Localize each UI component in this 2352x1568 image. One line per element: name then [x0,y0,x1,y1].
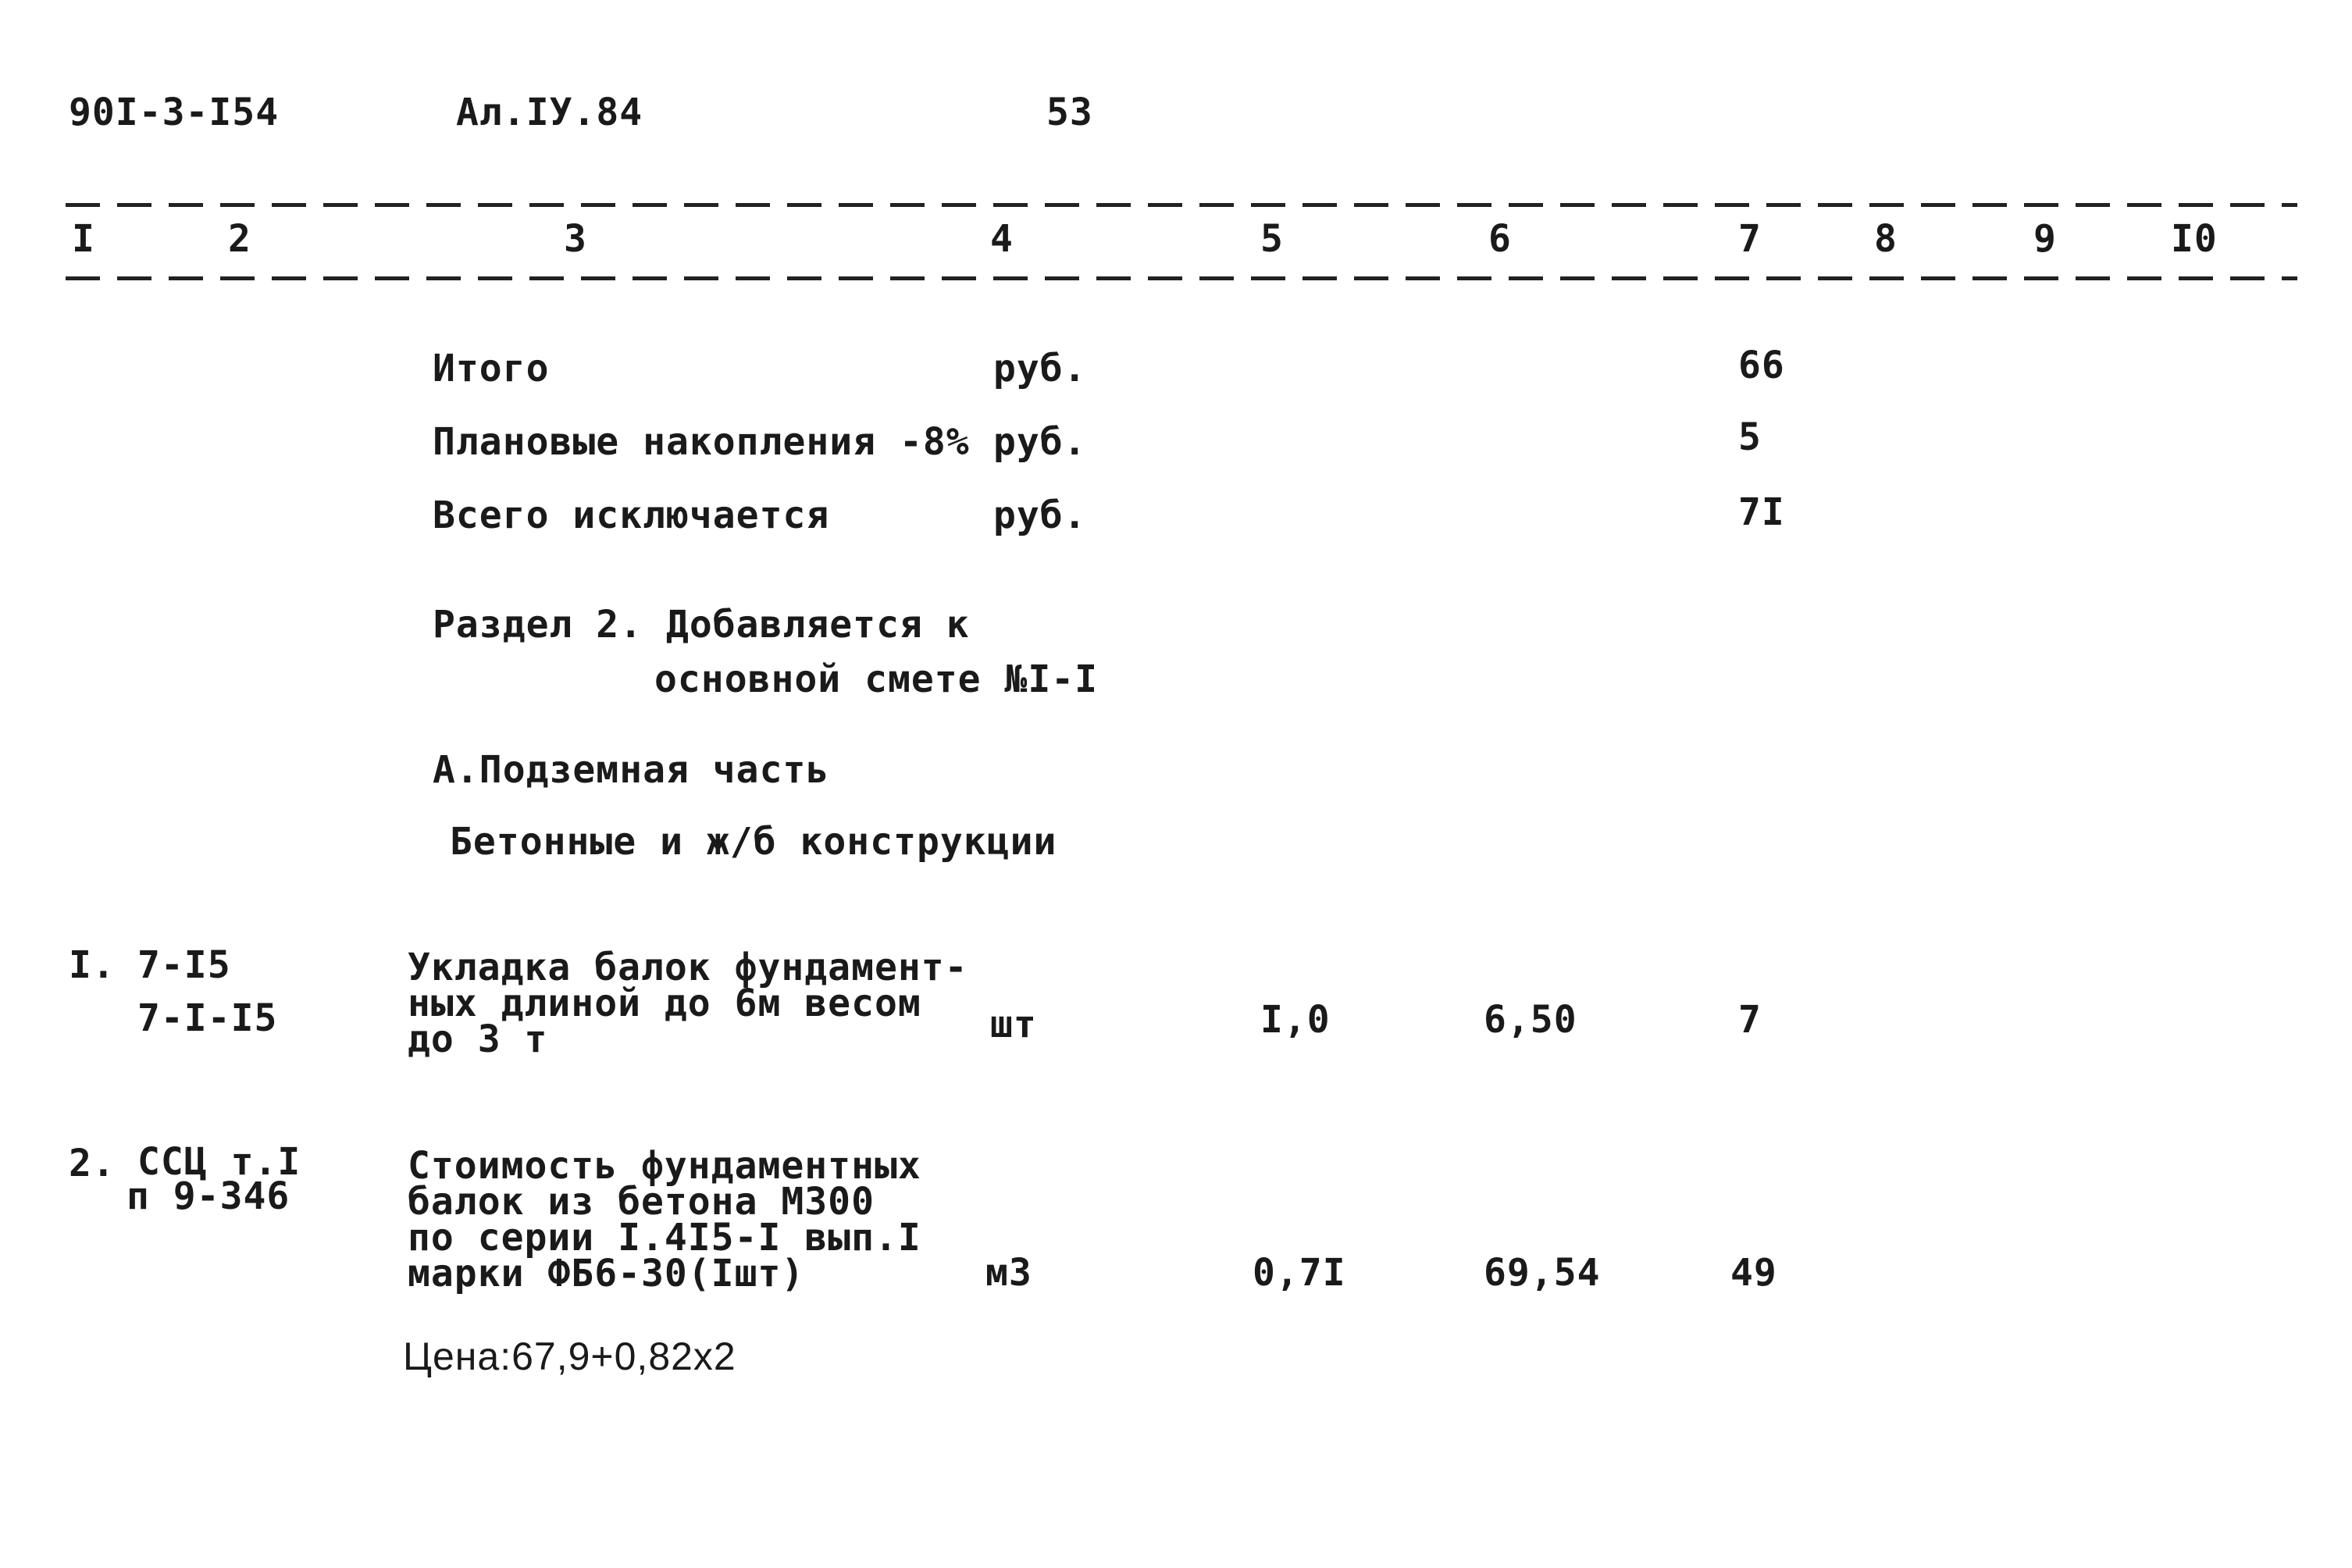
row-1-code-line-1: 7-I5 [137,943,231,987]
column-header-4: 4 [990,217,1014,261]
row-2-desc-line-1: Стоимость фундаментных [408,1144,921,1188]
subsection-heading: А.Подземная часть [433,748,830,792]
document-code: 90I-3-I54 [69,91,280,134]
row-2-total: 49 [1730,1251,1777,1295]
row-1-unit-price: 6,50 [1484,998,1577,1042]
column-header-3: 3 [564,217,587,261]
column-header-8: 8 [1874,217,1898,261]
summary-unit-planned-savings: руб. [993,420,1087,464]
row-2-desc-line-2: балок из бетона М300 [408,1180,875,1224]
row-2-unit: м3 [985,1251,1032,1295]
row-1-desc-line-1: Укладка балок фундамент- [408,946,968,989]
row-1-code-line-2: 7-I-I5 [137,996,278,1040]
row-2-code-line-2: п 9-346 [127,1174,290,1218]
summary-label-grand-total: Всего исключается [433,494,830,537]
column-header-5: 5 [1260,217,1284,261]
column-header-9: 9 [2033,217,2057,261]
group-heading: Бетонные и ж/б конструкции [450,820,1057,864]
row-1-desc-line-3: до 3 т [408,1017,548,1061]
bottom-dashed-rule [66,276,2297,280]
summary-amount-grand-total: 7I [1738,490,1785,534]
summary-unit-grand-total: руб. [993,494,1087,537]
row-2-desc-line-3: по серии I.4I5-I вып.I [408,1216,921,1260]
top-dashed-rule [66,203,2297,207]
row-1-code [137,943,278,1040]
row-1-unit: шт [990,1003,1037,1046]
row-1-quantity: I,0 [1260,998,1331,1042]
summary-label-planned-savings: Плановые накопления -8% [433,420,970,464]
column-header-10: I0 [2171,217,2218,261]
row-1-total: 7 [1738,998,1762,1042]
summary-label-total: Итого [433,347,550,390]
row-2-number: 2. [69,1142,116,1185]
column-header-2: 2 [228,217,251,261]
summary-amount-total: 66 [1738,344,1785,387]
row-1-number: I. [69,943,116,987]
album-reference: Ал.IУ.84 [456,91,643,134]
row-2-unit-price: 69,54 [1484,1251,1601,1295]
summary-amount-planned-savings: 5 [1738,415,1762,459]
column-header-7: 7 [1738,217,1762,261]
section-heading-line-2: основной смете №I-I [654,657,1099,701]
row-2-quantity: 0,7I [1253,1251,1346,1295]
row-1-desc-line-2: ных длиной до 6м весом [408,982,921,1025]
row-2-code-line-1: ССЦ т.I [137,1140,301,1184]
row-1-description [408,946,968,1061]
column-header-1: I [72,217,95,261]
row-2-code [127,1140,301,1218]
row-2-desc-line-4: марки ФБ6-30(Iшт) [408,1252,805,1295]
price-note: Цена:67,9+0,82х2 [403,1335,736,1378]
summary-unit-total: руб. [993,347,1087,390]
column-header-6: 6 [1488,217,1512,261]
row-2-description [408,1144,921,1295]
section-heading-line-1: Раздел 2. Добавляется к [433,603,970,647]
page-number: 53 [1046,91,1093,134]
